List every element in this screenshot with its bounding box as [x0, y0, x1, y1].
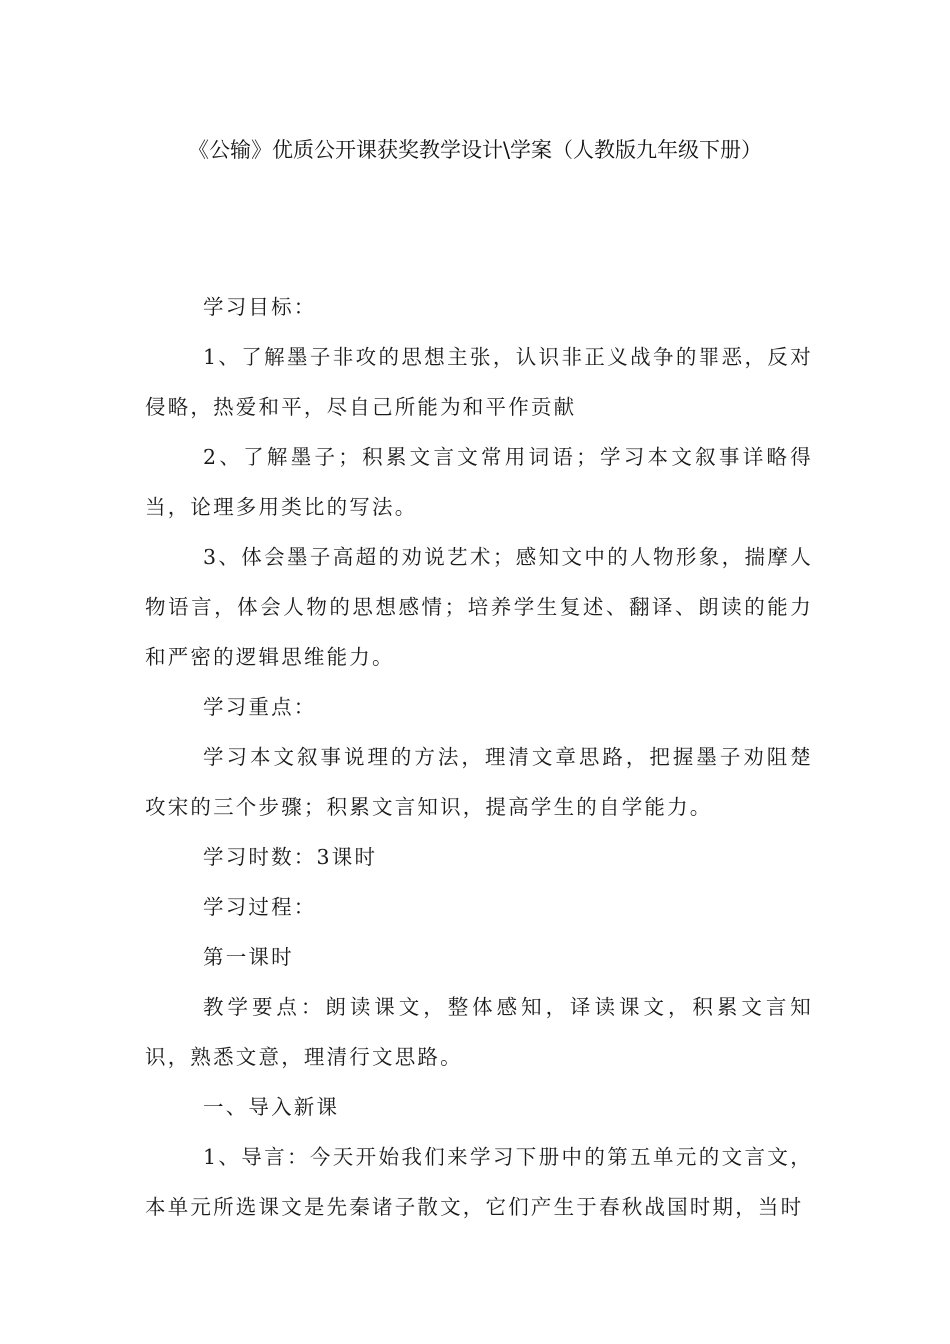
goal-item-1: 1、了解墨子非攻的思想主张，认识非正义战争的罪恶，反对侵略，热爱和平，尽自己所能为和平作贡献	[145, 345, 813, 419]
teaching-points: 教学要点：朗读课文，整体感知，译读课文，积累文言知识，熟悉文意，理清行文思路。	[145, 995, 813, 1069]
section-intro-heading: 一、导入新课	[203, 1095, 340, 1119]
intro-text: 1、导言：今天开始我们来学习下册中的第五单元的文言文，本单元所选课文是先秦诸子散文，它们产生于春秋战国时期，当时	[145, 1145, 813, 1219]
class-hours: 学习时数：3课时	[203, 845, 378, 869]
document-body	[145, 282, 813, 1232]
goal-item-3: 3、体会墨子高超的劝说艺术；感知文中的人物形象，揣摩人物语言，体会人物的思想感情；培养学生复述、翻译、朗读的能力和严密的逻辑思维能力。	[145, 545, 813, 669]
goal-item-2: 2、了解墨子；积累文言文常用词语；学习本文叙事详略得当，论理多用类比的写法。	[145, 445, 813, 519]
heading-key-points: 学习重点：	[203, 695, 317, 719]
document-title: 《公输》优质公开课获奖教学设计\学案（人教版九年级下册）	[187, 138, 763, 162]
heading-learning-goals: 学习目标：	[203, 295, 317, 319]
first-lesson-heading: 第一课时	[203, 945, 294, 969]
heading-process: 学习过程：	[203, 895, 317, 919]
key-points-text: 学习本文叙事说理的方法，理清文章思路，把握墨子劝阻楚攻宋的三个步骤；积累文言知识，提高学生的自学能力。	[145, 745, 813, 819]
